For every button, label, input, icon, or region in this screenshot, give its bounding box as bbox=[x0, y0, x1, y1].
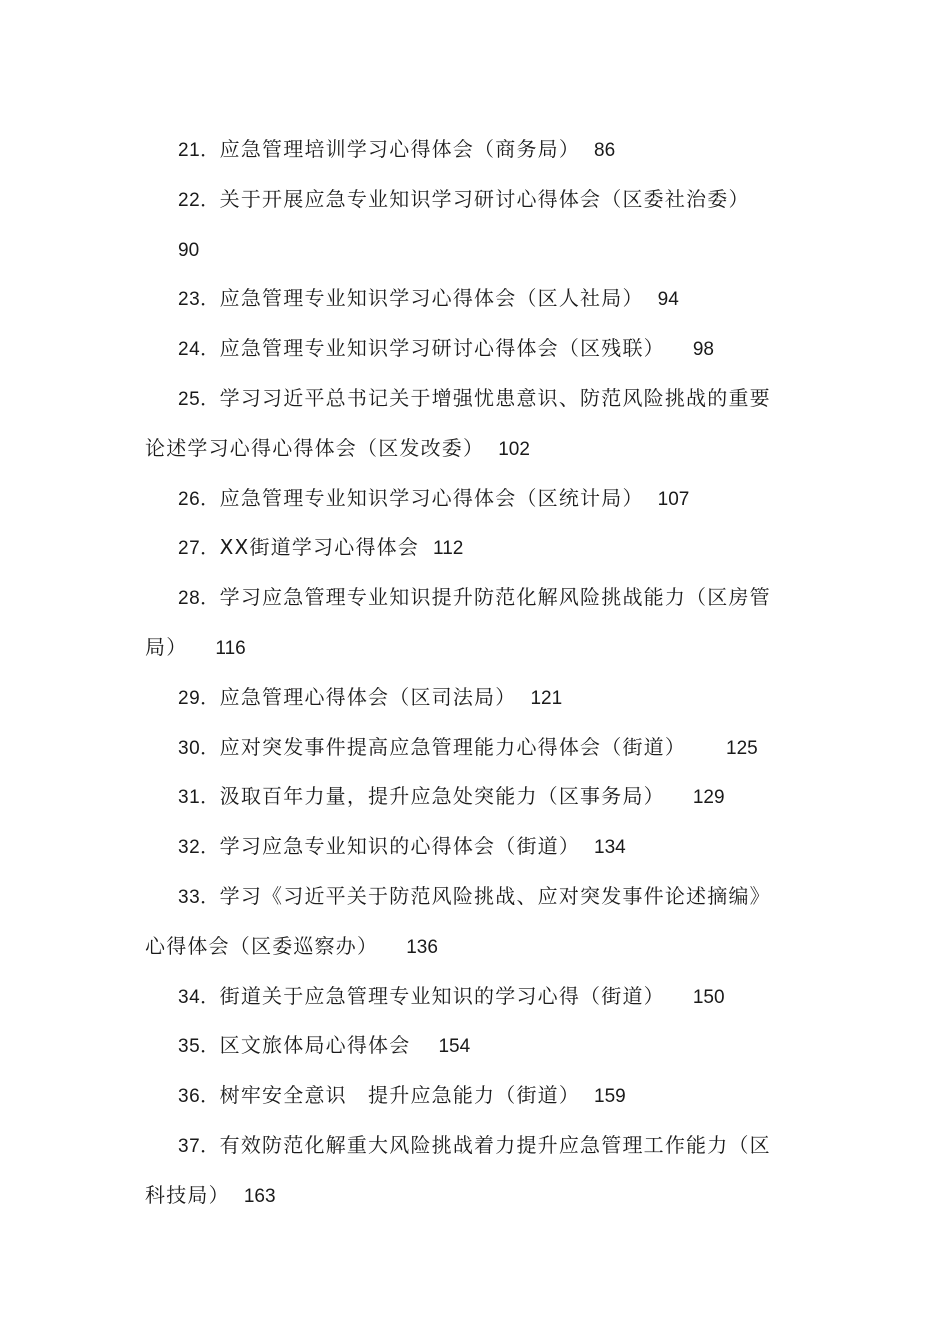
entry-title: 应急管理专业知识学习研讨心得体会（区残联） bbox=[219, 336, 665, 361]
toc-entry-22-cont bbox=[145, 225, 815, 275]
entry-title-continued: 心得体会（区委巡察办） bbox=[145, 933, 379, 958]
toc-entry-25 bbox=[145, 374, 815, 424]
entry-number: 29． bbox=[178, 687, 220, 709]
toc-entry-37-cont bbox=[145, 1171, 815, 1221]
entry-title: 区文旅体局心得体会 bbox=[219, 1033, 411, 1058]
toc-entry-29 bbox=[145, 673, 815, 723]
entry-title-continued: 论述学习心得心得体会（区发改委） bbox=[145, 435, 485, 460]
entry-title: 应急管理培训学习心得体会（商务局） bbox=[219, 137, 581, 161]
entry-page: 98 bbox=[692, 339, 714, 361]
entry-title: 有效防范化解重大风险挑战着力提升应急管理工作能力（区 bbox=[219, 1132, 771, 1157]
toc-entry-33 bbox=[145, 872, 815, 922]
entry-number: 31． bbox=[178, 787, 220, 809]
entry-number: 37． bbox=[178, 1135, 220, 1157]
entry-page: 150 bbox=[692, 986, 725, 1008]
entry-title: 汲取百年力量，提升应急处突能力（区事务局） bbox=[219, 784, 665, 809]
toc-entry-25-cont bbox=[145, 424, 815, 474]
entry-number: 32． bbox=[178, 837, 220, 859]
entry-number: 23． bbox=[178, 289, 220, 311]
entry-page: 121 bbox=[530, 687, 563, 709]
entry-title: 学习应急管理专业知识提升防范化解风险挑战能力（区房管 bbox=[219, 585, 771, 610]
entry-page: 86 bbox=[594, 140, 616, 161]
entry-page: 154 bbox=[438, 1036, 471, 1058]
entry-title: XX街道学习心得体会 bbox=[219, 535, 420, 560]
entry-page: 116 bbox=[215, 637, 246, 659]
entry-number: 35． bbox=[178, 1036, 220, 1058]
entry-title: 学习习近平总书记关于增强忧患意识、防范风险挑战的重要 bbox=[219, 385, 771, 410]
entry-number: 25． bbox=[178, 388, 220, 410]
toc-entry-34 bbox=[145, 972, 815, 1022]
entry-title: 学习《习近平关于防范风险挑战、应对突发事件论述摘编》 bbox=[219, 883, 771, 908]
entry-title-continued: 局） bbox=[145, 634, 188, 659]
entry-number: 22． bbox=[178, 189, 220, 211]
toc-entry-33-cont bbox=[145, 922, 815, 972]
entry-number: 30． bbox=[178, 737, 220, 759]
entry-page: 90 bbox=[178, 239, 200, 261]
entry-page: 134 bbox=[594, 837, 626, 859]
entry-title: 应急管理专业知识学习心得体会（区人社局） bbox=[219, 286, 644, 311]
entry-title: 应对突发事件提高应急管理能力心得体会（街道） bbox=[219, 734, 687, 759]
toc-entry-36 bbox=[145, 1071, 815, 1121]
entry-page: 102 bbox=[498, 438, 530, 460]
entry-page: 136 bbox=[406, 936, 438, 958]
entry-number: 26． bbox=[178, 488, 220, 510]
entry-title: 关于开展应急专业知识学习研讨心得体会（区委社治委） bbox=[219, 186, 750, 211]
entry-page: 107 bbox=[657, 488, 690, 510]
entry-title: 街道关于应急管理专业知识的学习心得（街道） bbox=[219, 983, 665, 1008]
toc-entry-35 bbox=[145, 1021, 815, 1071]
entry-number: 24． bbox=[178, 339, 220, 361]
toc-entry-30 bbox=[145, 723, 815, 773]
entry-page: 159 bbox=[594, 1086, 626, 1108]
entry-page: 112 bbox=[433, 538, 464, 560]
toc-entry-28 bbox=[145, 573, 815, 623]
entry-number: 28． bbox=[178, 588, 220, 610]
entry-number: 33． bbox=[178, 886, 220, 908]
toc-entry-31 bbox=[145, 772, 815, 822]
toc-entry-28-cont bbox=[145, 623, 815, 673]
toc-entry-24 bbox=[145, 324, 815, 374]
table-of-contents bbox=[145, 125, 815, 1221]
entry-title: 学习应急专业知识的心得体会（街道） bbox=[219, 834, 581, 859]
entry-page: 129 bbox=[692, 787, 725, 809]
entry-page: 163 bbox=[243, 1185, 276, 1207]
entry-title-continued: 科技局） bbox=[145, 1182, 230, 1207]
entry-page: 125 bbox=[726, 737, 758, 759]
toc-entry-21 bbox=[145, 125, 815, 175]
entry-number: 21． bbox=[178, 140, 220, 161]
toc-entry-22 bbox=[145, 175, 815, 225]
toc-entry-23 bbox=[145, 274, 815, 324]
entry-number: 27． bbox=[178, 538, 220, 560]
entry-title: 应急管理专业知识学习心得体会（区统计局） bbox=[219, 485, 644, 510]
entry-title: 树牢安全意识 提升应急能力（街道） bbox=[219, 1083, 581, 1108]
entry-number: 34． bbox=[178, 986, 220, 1008]
toc-entry-32 bbox=[145, 822, 815, 872]
entry-page: 94 bbox=[657, 289, 679, 311]
entry-number: 36． bbox=[178, 1086, 220, 1108]
toc-entry-37 bbox=[145, 1121, 815, 1171]
entry-title: 应急管理心得体会（区司法局） bbox=[219, 684, 517, 709]
toc-entry-26 bbox=[145, 474, 815, 524]
toc-entry-27 bbox=[145, 523, 815, 573]
